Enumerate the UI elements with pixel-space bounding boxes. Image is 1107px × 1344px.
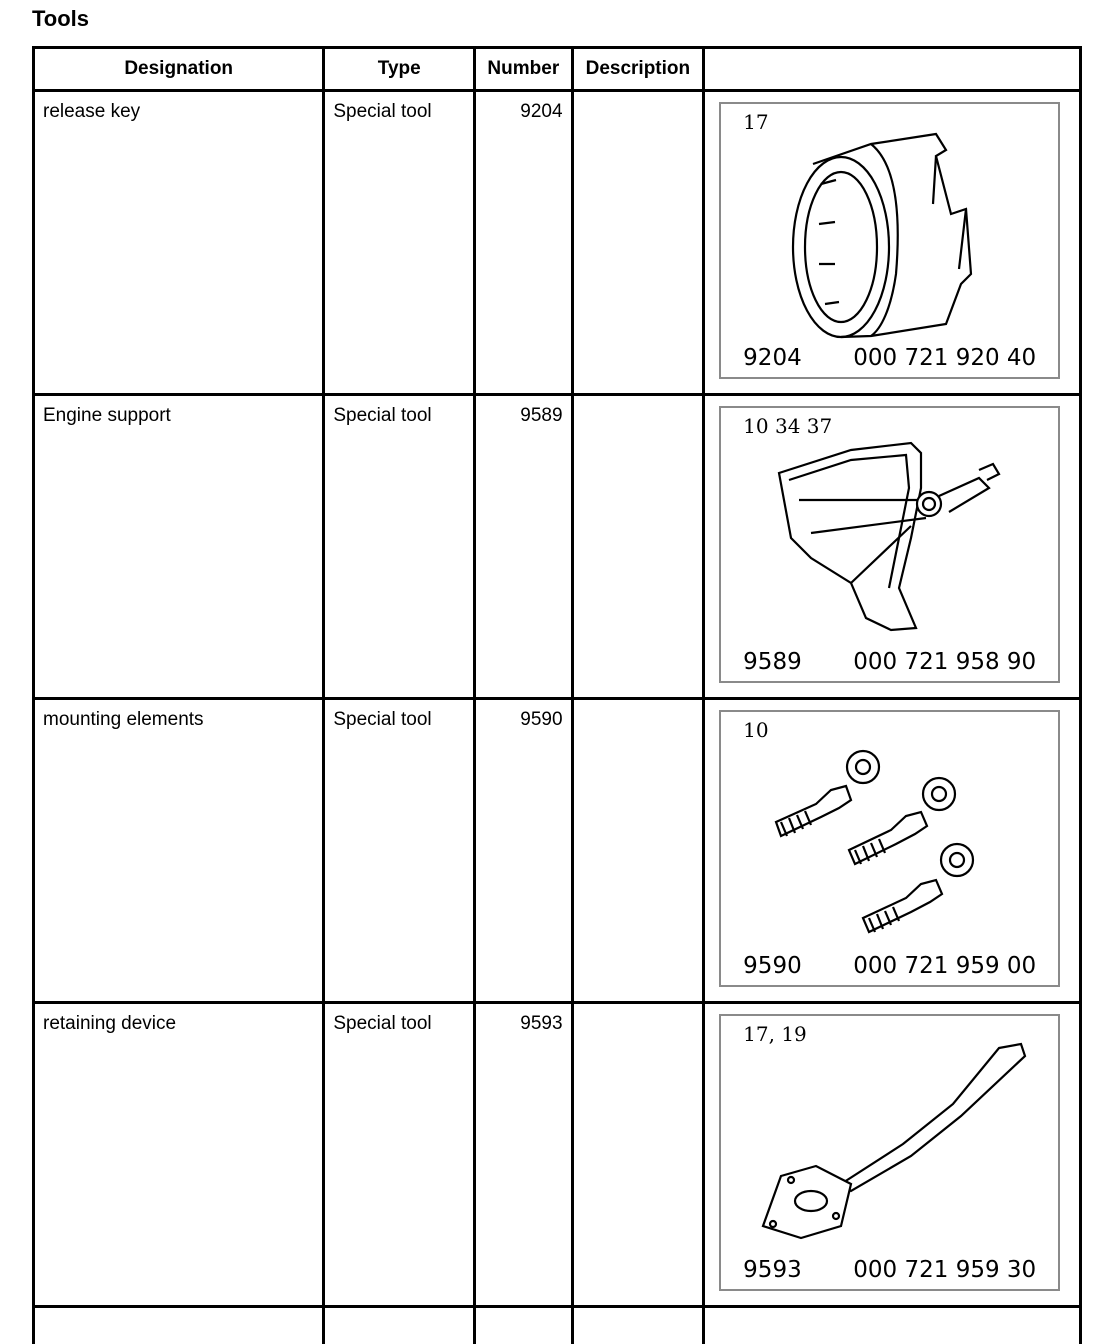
figure-ref: 10 34 37 <box>743 414 832 438</box>
page-title: Tools <box>32 6 89 32</box>
cell-image <box>704 1003 1081 1307</box>
cell-description <box>572 395 704 699</box>
cell-image <box>704 699 1081 1003</box>
cell-designation: Engine support <box>34 395 324 699</box>
cell-description <box>572 699 704 1003</box>
figure-part-number: 000 721 958 90 <box>853 649 1036 675</box>
table-row <box>34 1003 1081 1307</box>
tool-figure <box>719 1014 1060 1291</box>
header-designation: Designation <box>34 48 324 91</box>
figure-tool-number: 9204 <box>743 345 802 371</box>
figure-tool-number: 9589 <box>743 649 802 675</box>
header-type: Type <box>324 48 475 91</box>
retaining-device-drawing <box>721 1016 1062 1293</box>
release-key-drawing <box>721 104 1062 381</box>
tools-table <box>32 46 1082 1344</box>
cell-number: 9593 <box>475 1003 572 1307</box>
table-row-empty <box>34 1307 1081 1344</box>
figure-part-number: 000 721 920 40 <box>853 345 1036 371</box>
cell-empty <box>475 1307 572 1344</box>
figure-tool-number: 9590 <box>743 953 802 979</box>
cell-image <box>704 395 1081 699</box>
cell-designation: release key <box>34 91 324 395</box>
cell-number: 9589 <box>475 395 572 699</box>
cell-empty <box>324 1307 475 1344</box>
figure-part-number: 000 721 959 00 <box>853 953 1036 979</box>
cell-type: Special tool <box>324 699 475 1003</box>
cell-designation: mounting elements <box>34 699 324 1003</box>
figure-tool-number: 9593 <box>743 1257 802 1283</box>
table-row <box>34 395 1081 699</box>
cell-number: 9204 <box>475 91 572 395</box>
figure-ref: 10 <box>743 718 768 742</box>
table-row <box>34 91 1081 395</box>
tool-figure <box>719 406 1060 683</box>
table-header-row <box>34 48 1081 91</box>
cell-designation: retaining device <box>34 1003 324 1307</box>
mounting-elements-drawing <box>721 712 1062 989</box>
header-image <box>704 48 1081 91</box>
engine-support-drawing <box>721 408 1062 685</box>
cell-description <box>572 1003 704 1307</box>
cell-empty <box>34 1307 324 1344</box>
figure-ref: 17, 19 <box>743 1022 807 1046</box>
tool-figure <box>719 710 1060 987</box>
header-number: Number <box>475 48 572 91</box>
cell-type: Special tool <box>324 91 475 395</box>
tool-figure <box>719 102 1060 379</box>
cell-description <box>572 91 704 395</box>
cell-type: Special tool <box>324 1003 475 1307</box>
cell-type: Special tool <box>324 395 475 699</box>
cell-number: 9590 <box>475 699 572 1003</box>
header-description: Description <box>572 48 704 91</box>
cell-empty <box>704 1307 1081 1344</box>
cell-image <box>704 91 1081 395</box>
cell-empty <box>572 1307 704 1344</box>
table-row <box>34 699 1081 1003</box>
figure-ref: 17 <box>743 110 768 134</box>
figure-part-number: 000 721 959 30 <box>853 1257 1036 1283</box>
